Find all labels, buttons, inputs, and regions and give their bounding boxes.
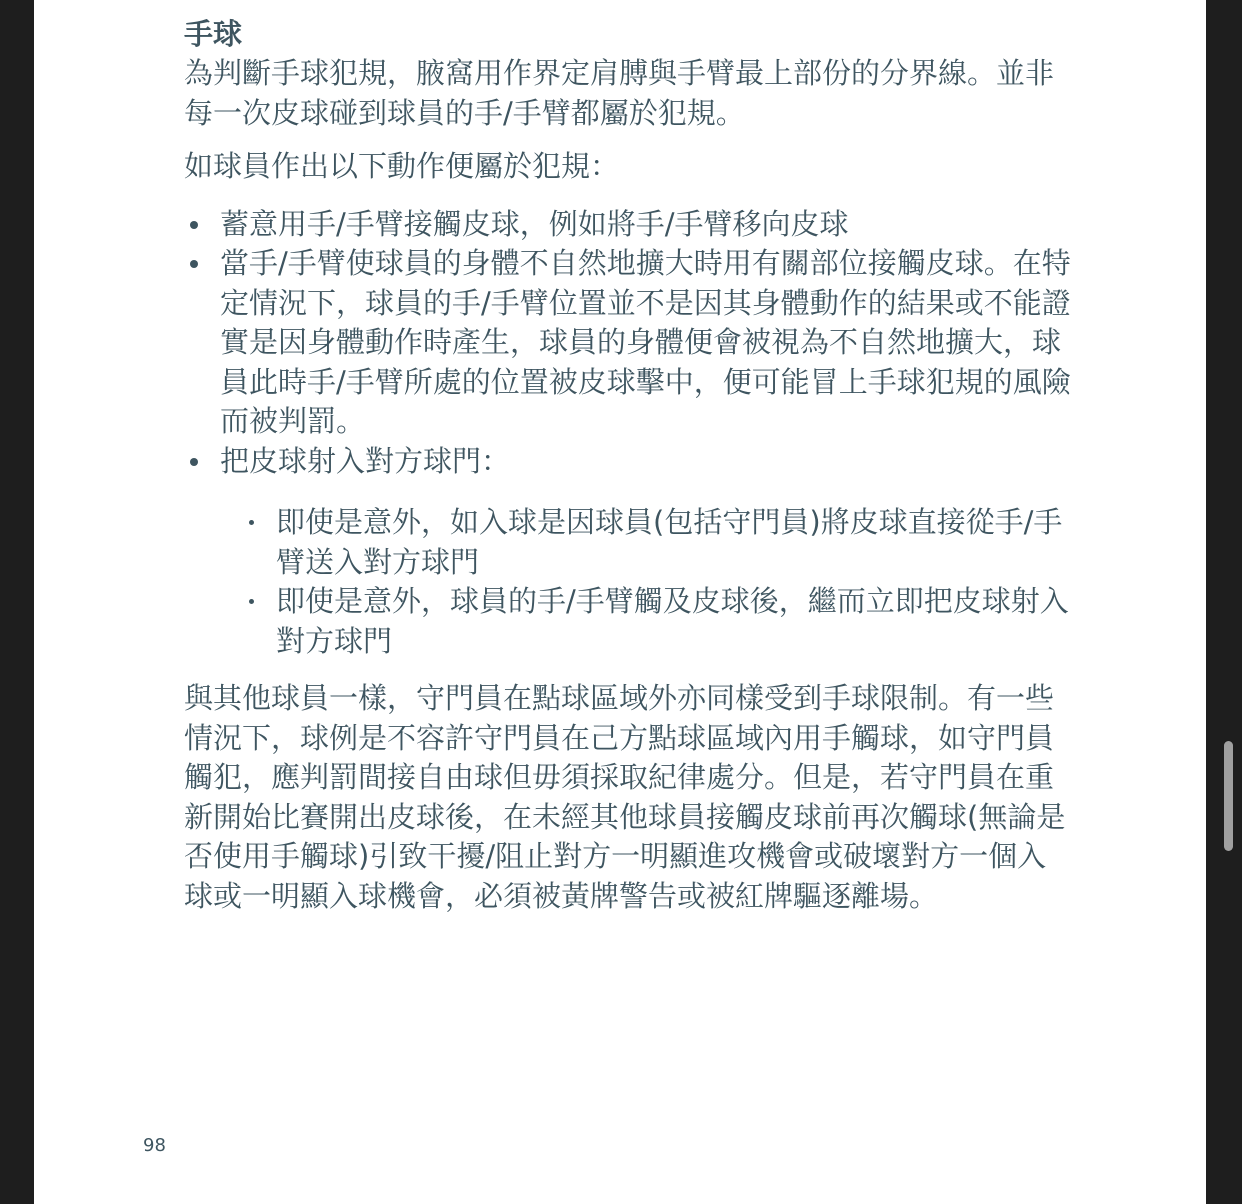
sub-list-item: 即使是意外，球員的手/手臂觸及皮球後，繼而立即把皮球射入對方球門 (247, 582, 1074, 661)
list-item: 當手/手臂使球員的身體不自然地擴大時用有關部位接觸皮球。在特定情況下，球員的手/手臂位置並不是因其身體動作的結果或不能證實是因身體動作時產生，球員的身體便會被視為不自然地擴大，球員此時手/手臂所處的位置被皮球擊中，便可能冒上手球犯規的風險而被判罰。 (184, 244, 1074, 442)
list-item-label: 把皮球射入對方球門： (220, 443, 511, 478)
list-item (184, 442, 1074, 662)
closing-paragraph: 與其他球員一樣，守門員在點球區域外亦同樣受到手球限制。有一些情況下，球例是不容許守門員在己方點球區域內用手觸球，如守門員觸犯，應判罰間接自由球但毋須採取紀律處分。但是，若守門員在重新開始比賽開出皮球後，在未經其他球員接觸皮球前再次觸球(無論是否使用手觸球)引致干擾/阻止對方一明顯進攻機會或破壞對方一個入球或一明顯入球機會，必須被黃牌警告或被紅牌驅逐離場。 (184, 681, 1066, 913)
list-item: 蓄意用手/手臂接觸皮球，例如將手/手臂移向皮球 (184, 205, 1074, 245)
document-page (34, 0, 1206, 1204)
page-number: 98 (143, 1135, 166, 1156)
sub-list-item: 即使是意外，如入球是因球員(包括守門員)將皮球直接從手/手臂送入對方球門 (247, 503, 1074, 582)
lead-in-paragraph: 如球員作出以下動作便屬於犯規： (184, 149, 620, 183)
intro-paragraph: 為判斷手球犯規，腋窩用作界定肩膊與手臂最上部份的分界線。並非每一次皮球碰到球員的手/手臂都屬於犯規。 (184, 56, 1055, 130)
goal-sub-list (247, 503, 1074, 661)
page-content (184, 14, 1074, 916)
scrollbar-thumb[interactable] (1224, 741, 1233, 851)
offence-list (184, 205, 1074, 662)
section-heading: 手球 (184, 17, 243, 51)
